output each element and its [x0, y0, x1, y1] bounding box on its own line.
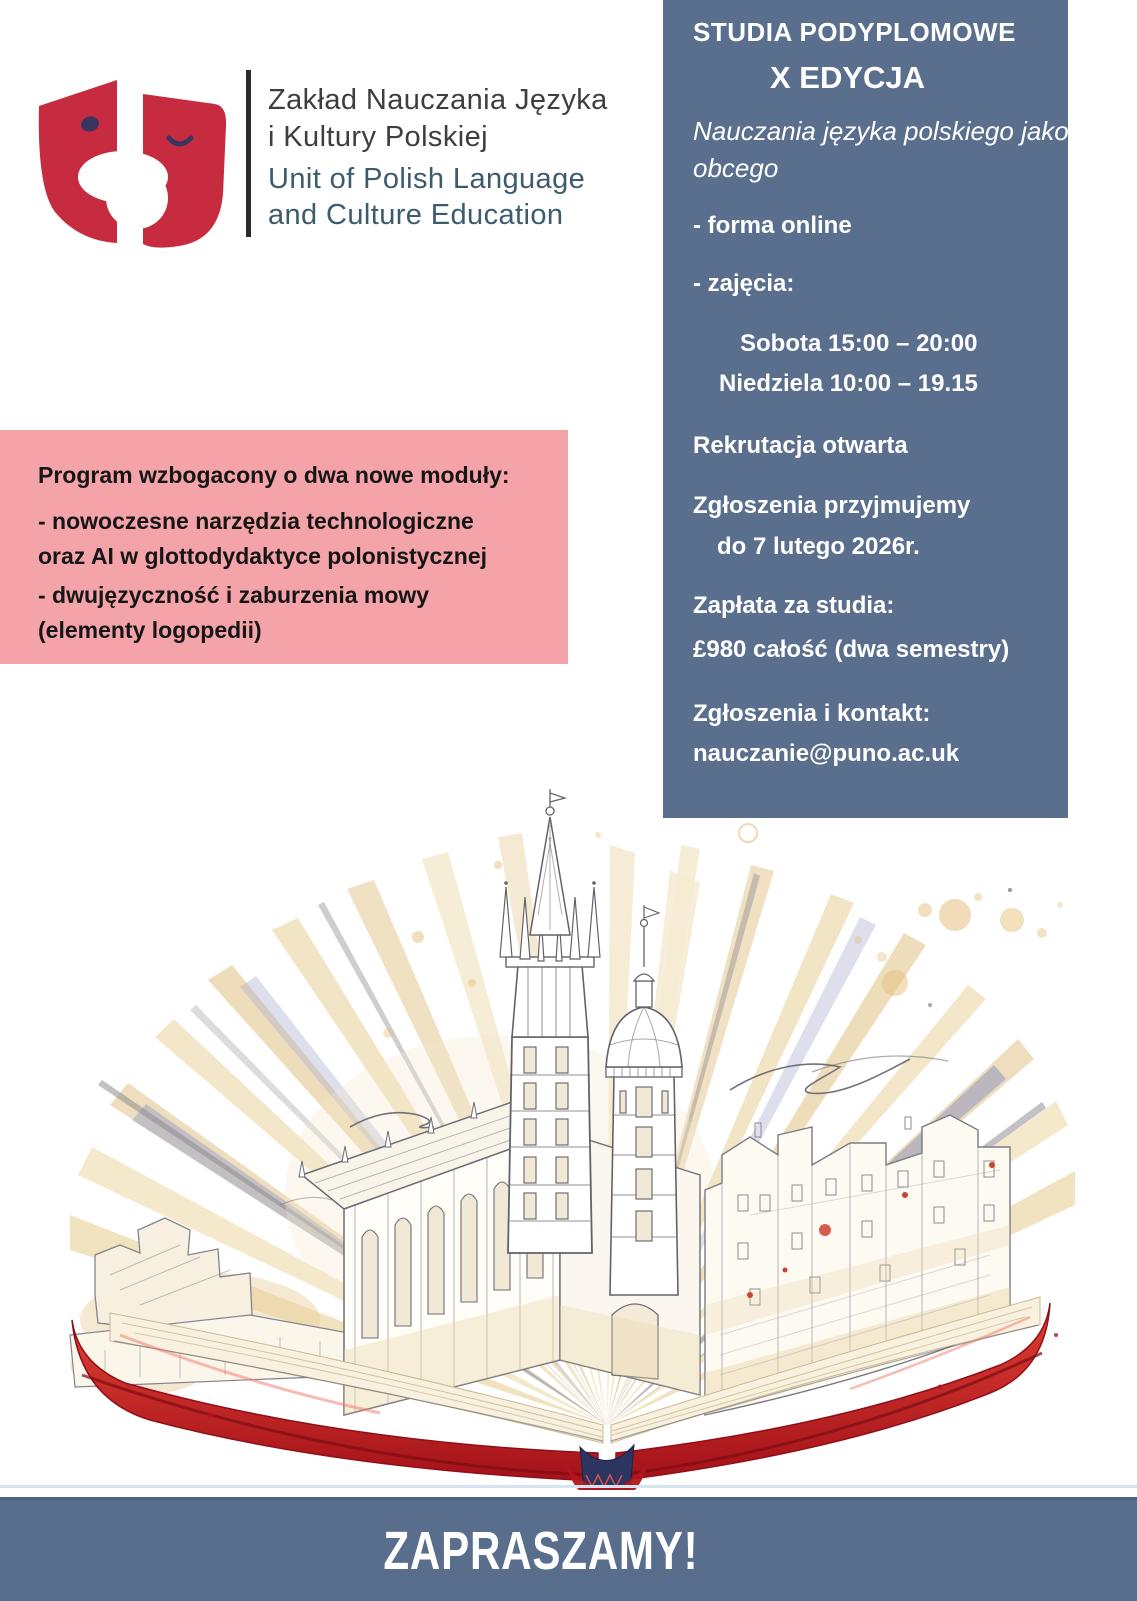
- panel-edition: X EDYCJA: [770, 60, 926, 95]
- highlight-line: - nowoczesne narzędzia technologiczne: [38, 508, 474, 534]
- footer-banner: [0, 1497, 1137, 1601]
- panel-format: - forma online: [693, 212, 852, 239]
- panel-subtitle-line2: obcego: [693, 153, 779, 183]
- highlight-line: (elementy logopedii): [38, 617, 262, 643]
- org-name-en-line1: Unit of Polish Language: [268, 163, 586, 195]
- panel-schedule-saturday: Sobota 15:00 – 20:00: [740, 330, 978, 357]
- panel-kicker: STUDIA PODYPLOMOWE: [693, 17, 1016, 47]
- panel-subtitle-line1: Nauczania języka polskiego jako: [693, 116, 1069, 146]
- logo-divider: [246, 70, 251, 237]
- right-townhouses: [705, 1115, 1010, 1415]
- footer-accent-line: [0, 1485, 1137, 1488]
- panel-deadline-line2: do 7 lutego 2026r.: [717, 533, 920, 560]
- krakow-st-marys-basilica-open-book-illustration: [50, 775, 1090, 1490]
- highlight-heading: Program wzbogacony o dwa nowe moduły:: [38, 462, 510, 488]
- org-name-pl-line2: i Kultury Polskiej: [268, 121, 488, 153]
- program-highlight-box: [0, 430, 568, 664]
- panel-contact-label: Zgłoszenia i kontakt:: [693, 700, 931, 727]
- panel-deadline-line1: Zgłoszenia przyjmujemy: [693, 492, 971, 519]
- panel-payment-label: Zapłata za studia:: [693, 592, 895, 619]
- panel-payment-value: £980 całość (dwa semestry): [693, 636, 1010, 663]
- footer-banner-text: ZAPRASZAMY!: [382, 1520, 698, 1581]
- panel-recruitment-status: Rekrutacja otwarta: [693, 432, 908, 459]
- org-name-pl-line1: Zakład Nauczania Języka: [268, 84, 608, 116]
- highlight-line: oraz AI w glottodydaktyce polonistycznej: [38, 543, 487, 569]
- panel-contact-email: nauczanie@puno.ac.uk: [693, 740, 960, 767]
- org-name-en-line2: and Culture Education: [268, 199, 564, 231]
- theater-masks-icon: [33, 74, 233, 249]
- panel-classes-label: - zajęcia:: [693, 270, 795, 297]
- studies-info-panel: [663, 0, 1068, 818]
- panel-schedule-sunday: Niedziela 10:00 – 19.15: [719, 370, 978, 397]
- highlight-line: - dwujęzyczność i zaburzenia mowy: [38, 582, 430, 608]
